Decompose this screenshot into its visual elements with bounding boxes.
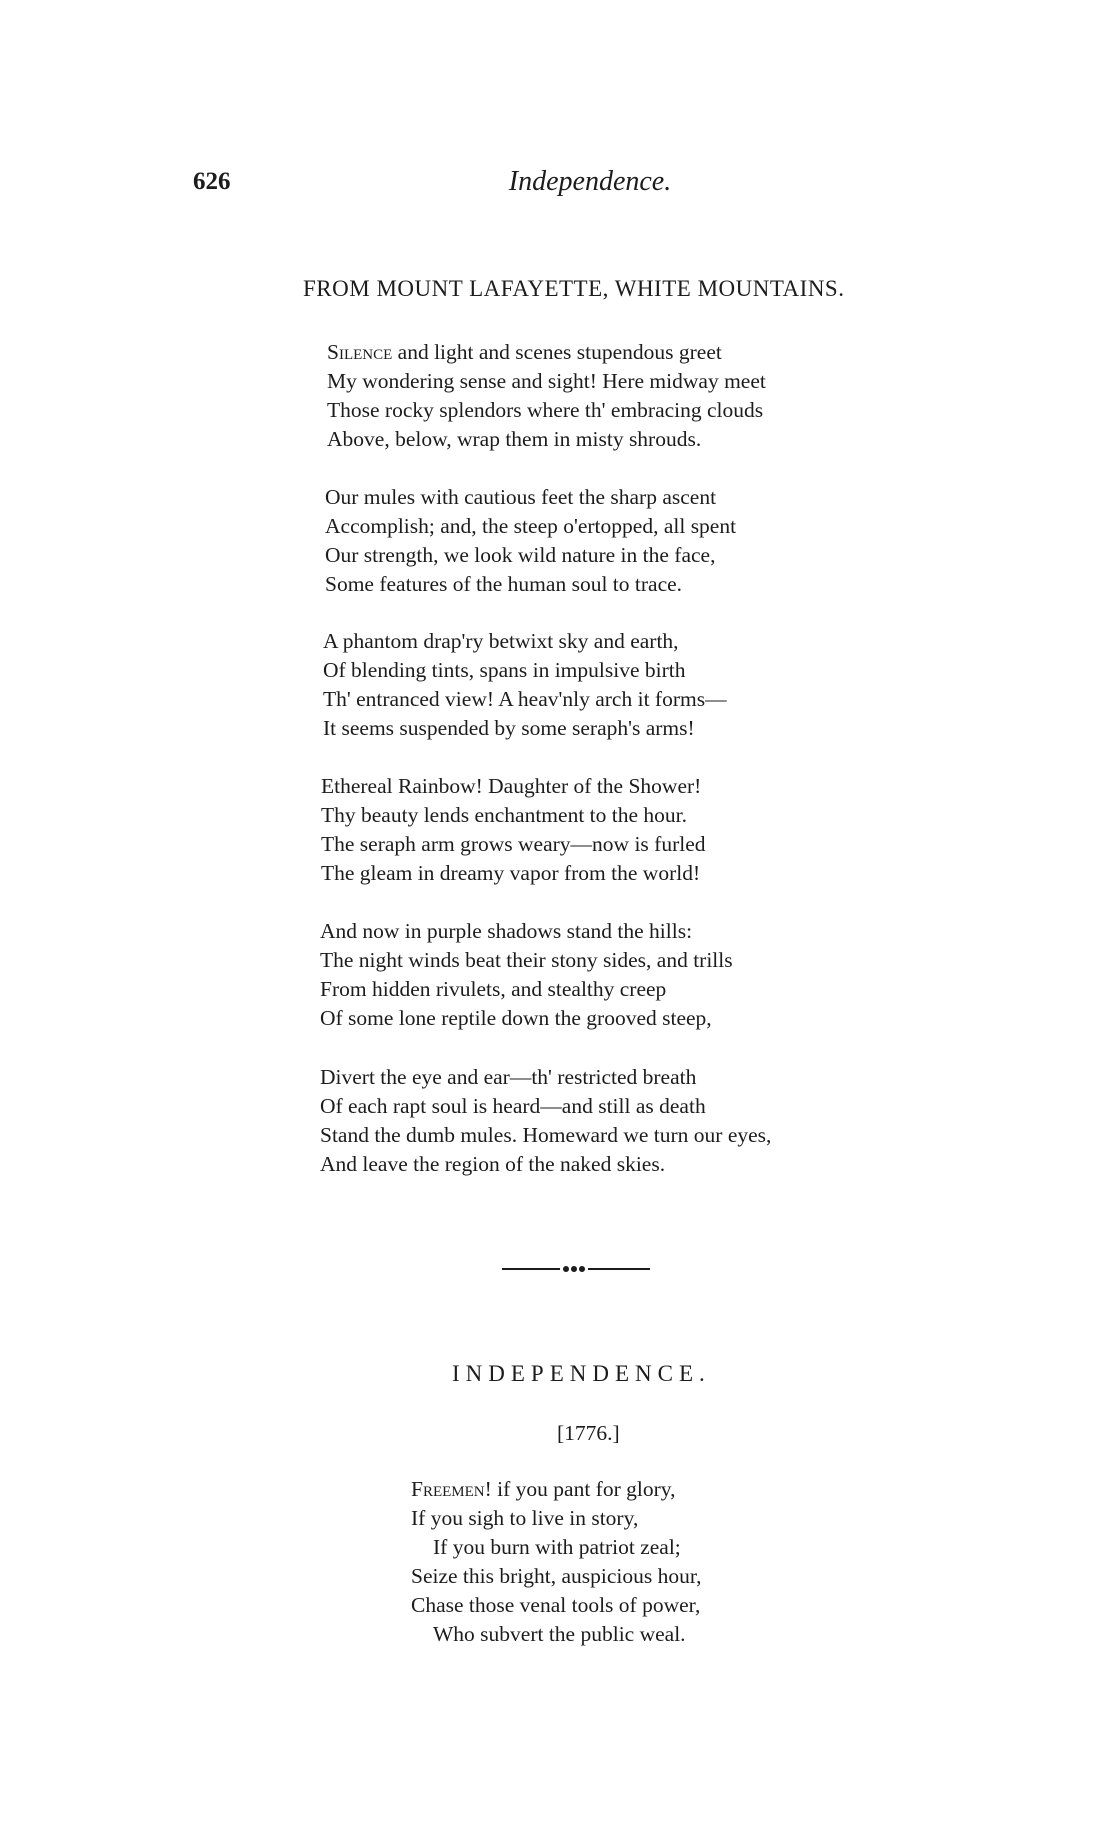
poem-line: My wondering sense and sight! Here midway meet — [327, 369, 766, 393]
section-divider-ornament — [502, 1263, 650, 1275]
poem-line: Of some lone reptile down the grooved steep, — [320, 1006, 712, 1030]
poem1-stanza-6 — [320, 1063, 771, 1179]
poem1-stanza-3 — [323, 627, 727, 743]
poem-line: And now in purple shadows stand the hills: — [320, 919, 693, 943]
poem-line: And leave the region of the naked skies. — [320, 1152, 666, 1176]
poem-line: Who subvert the public weal. — [433, 1622, 686, 1646]
poem-line: If you sigh to live in story, — [411, 1506, 639, 1530]
poem2-first-word: Freemen — [411, 1477, 485, 1501]
poem-line: The night winds beat their stony sides, and trills — [320, 948, 733, 972]
running-title: Independence. — [508, 166, 672, 197]
poem-line — [411, 1475, 702, 1504]
poem2-stanza — [411, 1475, 702, 1649]
poem-line: Ethereal Rainbow! Daughter of the Shower! — [321, 774, 702, 798]
poem-line: Some features of the human soul to trace. — [325, 572, 683, 596]
poem-line: Th' entranced view! A heav'nly arch it forms— — [323, 687, 727, 711]
poem2-title: INDEPENDENCE. — [452, 1361, 711, 1386]
poem-line: Seize this bright, auspicious hour, — [411, 1564, 702, 1588]
poem-line: Of blending tints, spans in impulsive birth — [323, 658, 686, 682]
poem-line: A phantom drap'ry betwixt sky and earth, — [323, 629, 679, 653]
page-number: 626 — [193, 168, 231, 195]
poem1-first-word: Silence — [327, 340, 393, 364]
poem-line — [327, 338, 766, 367]
poem-line: Stand the dumb mules. Homeward we turn our eyes, — [320, 1123, 772, 1147]
poem-line: Those rocky splendors where th' embracing clouds — [327, 398, 764, 422]
poem-line: Divert the eye and ear—th' restricted breath — [320, 1065, 697, 1089]
poem-line: The gleam in dreamy vapor from the world! — [321, 861, 701, 885]
poem-line: Chase those venal tools of power, — [411, 1593, 701, 1617]
poem-line: It seems suspended by some seraph's arms! — [323, 716, 695, 740]
poem1-stanza-1 — [327, 338, 766, 454]
poem2-date: [1776.] — [557, 1421, 620, 1445]
poem-line: If you burn with patriot zeal; — [433, 1535, 681, 1559]
poem-line-rest: and light and scenes stupendous greet — [392, 340, 722, 364]
poem-line: Our mules with cautious feet the sharp ascent — [325, 485, 717, 509]
poem1-title: FROM MOUNT LAFAYETTE, WHITE MOUNTAINS. — [303, 276, 845, 301]
poem-line: The seraph arm grows weary—now is furled — [321, 832, 706, 856]
poem-line: Thy beauty lends enchantment to the hour. — [321, 803, 688, 827]
poem1-stanza-2 — [325, 483, 736, 599]
poem-line: Above, below, wrap them in misty shrouds. — [327, 427, 702, 451]
poem-line: Our strength, we look wild nature in the face, — [325, 543, 716, 567]
poem1-stanza-4 — [321, 772, 706, 888]
poem-line-rest: ! if you pant for glory, — [484, 1477, 676, 1501]
poem-line: From hidden rivulets, and stealthy creep — [320, 977, 667, 1001]
poem1-stanza-5 — [320, 917, 733, 1033]
poem-line: Of each rapt soul is heard—and still as death — [320, 1094, 706, 1118]
poem-line: Accomplish; and, the steep o'ertopped, all spent — [325, 514, 737, 538]
